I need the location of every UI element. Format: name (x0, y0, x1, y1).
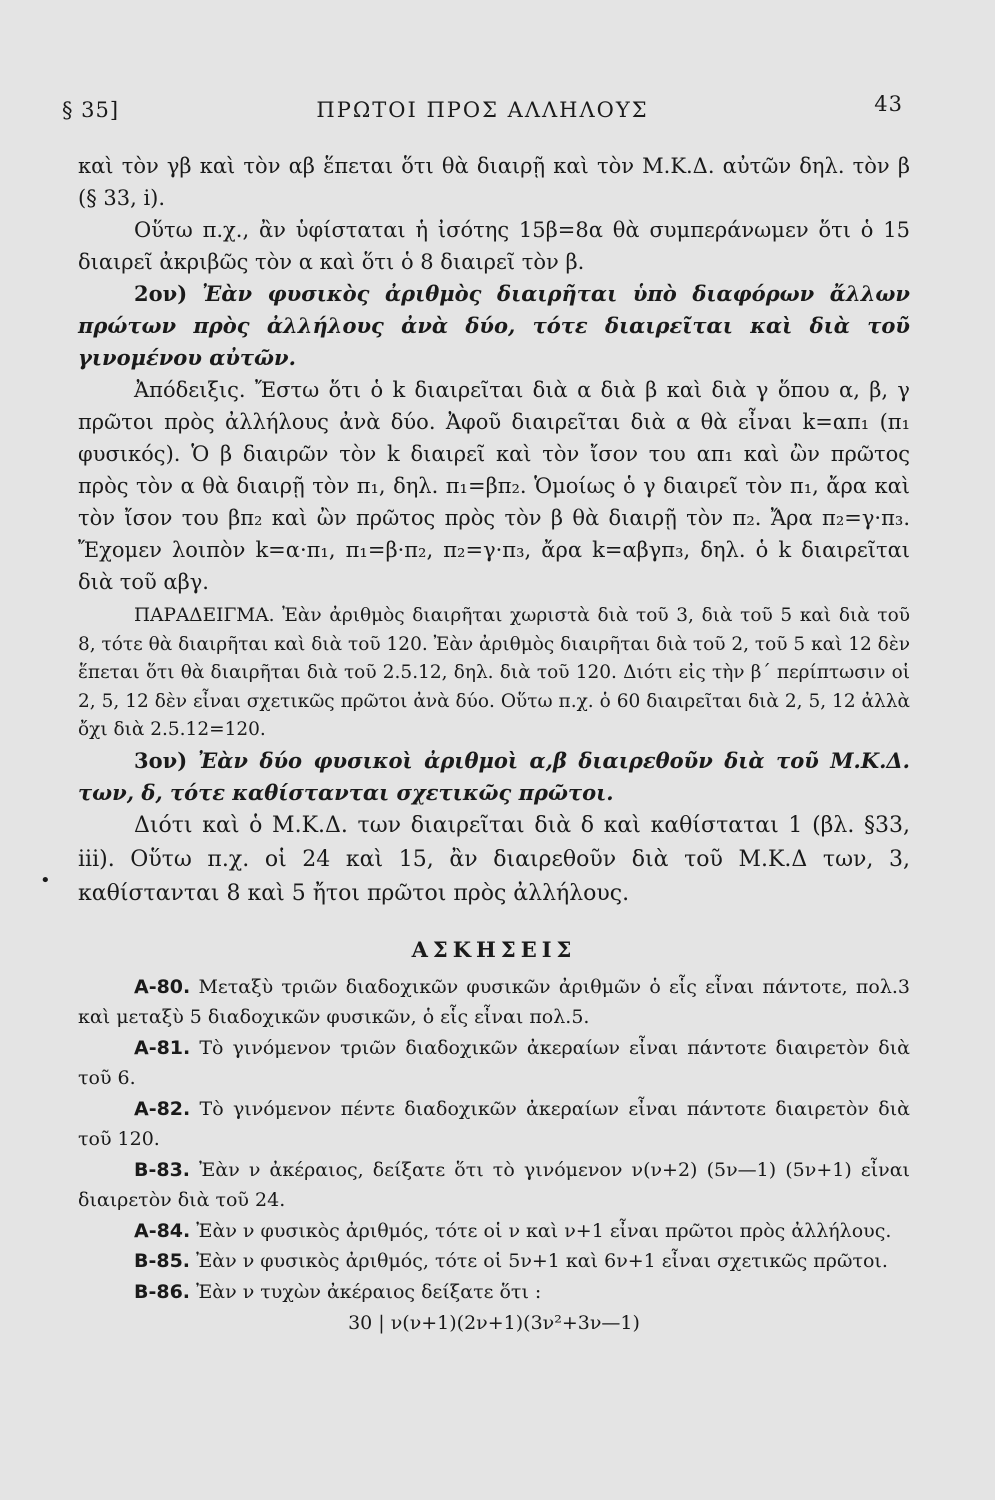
page-number: 43 (874, 92, 903, 116)
exercise-list (78, 972, 910, 1338)
exercise-text: Τὸ γινόμενον τριῶν διαδοχικῶν ἀκεραίων εἶναι πάντοτε διαιρετὸν διὰ τοῦ 6. (78, 1036, 910, 1089)
exercise-a81 (78, 1033, 910, 1094)
exercise-label: Α-82. (134, 1097, 191, 1120)
margin-dot: • (40, 870, 51, 891)
exercise-label: Β-86. (134, 1280, 191, 1303)
exercise-text: Ἐὰν ν τυχὼν ἀκέραιος δείξατε ὅτι : (196, 1280, 542, 1303)
rule-2 (78, 278, 910, 374)
exercise-text: Ἐὰν ν φυσικὸς ἀριθμός, τότε οἱ ν καὶ ν+1 εἶναι πρῶτοι πρὸς ἀλλήλους. (196, 1219, 892, 1242)
rule-3 (78, 745, 910, 809)
exercise-text: Ἐὰν ν ἀκέραιος, δείξατε ὅτι τὸ γινόμενον ν(ν+2) (5ν—1) (5ν+1) εἶναι διαιρετὸν διὰ τοῦ 24. (78, 1158, 910, 1211)
example-paragraph: ΠΑΡΑΔΕΙΓΜΑ. Ἐὰν ἀριθμὸς διαιρῆται χωριστὰ διὰ τοῦ 3, διὰ τοῦ 5 καὶ διὰ τοῦ 8, τότε θὰ διαιρῆται καὶ διὰ τοῦ 120. Ἐὰν ἀριθμὸς διαιρῆται διὰ τοῦ 2, τοῦ 5 καὶ 12 δὲν ἕπεται ὅτι θὰ διαιρῆται διὰ τοῦ 2.5.12, δηλ. διὰ τοῦ 120. Διότι εἰς τὴν β΄ περίπτωσιν οἱ 2, 5, 12 δὲν εἶναι σχετικῶς πρῶτοι ἀνὰ δύο. Οὕτω π.χ. ὁ 60 διαιρεῖται διὰ 2, 5, 12 ἀλλὰ ὄχι διὰ 2.5.12=120. (78, 605, 910, 740)
exercise-label: Β-85. (134, 1250, 191, 1272)
page-body (78, 150, 910, 1337)
exercise-text: Ἐὰν ν φυσικὸς ἀριθμός, τότε οἱ 5ν+1 καὶ 6ν+1 εἶναι σχετικῶς πρῶτοι. (196, 1250, 888, 1272)
exercise-a80 (78, 972, 910, 1033)
exercise-b86 (78, 1277, 910, 1308)
rule-3-label: 3ον) (134, 747, 188, 773)
exercise-label: Α-80. (134, 975, 191, 998)
paragraph-rule-3-proof: Διότι καὶ ὁ Μ.Κ.Δ. των διαιρεῖται διὰ δ καὶ καθίσταται 1 (βλ. §33, iii). Οὕτω π.χ. οἱ 24 καὶ 15, ἂν διαιρεθοῦν διὰ τοῦ Μ.Κ.Δ των, 3, καθίστανται 8 καὶ 5 ἤτοι πρῶτοι πρὸς ἀλλήλους. (78, 812, 910, 906)
exercise-label: Α-84. (134, 1219, 191, 1242)
running-header (62, 92, 903, 128)
example-block (78, 602, 910, 745)
paragraph-example-equality: Οὕτω π.χ., ἂν ὑφίσταται ἡ ἰσότης 15β=8α θὰ συμπεράνωμεν ὅτι ὁ 15 διαιρεῖ ἀκριβῶς τὸν α καὶ ὅτι ὁ 8 διαιρεῖ τὸν β. (78, 218, 910, 274)
running-title: ΠΡΩΤΟΙ ΠΡΟΣ ΑΛΛΗΛΟΥΣ (316, 98, 649, 122)
exercise-a82 (78, 1094, 910, 1155)
rule-2-label: 2ον) (134, 281, 188, 306)
exercises-title: ΑΣΚΗΣΕΙΣ (411, 936, 577, 962)
paragraph-continuation: καὶ τὸν γβ καὶ τὸν αβ ἕπεται ὅτι θὰ διαιρῇ καὶ τὸν Μ.Κ.Δ. αὐτῶν δηλ. τὸν β (§ 33, i). (78, 154, 910, 210)
section-reference: § 35] (62, 98, 120, 122)
exercise-text: Μεταξὺ τριῶν διαδοχικῶν φυσικῶν ἀριθμῶν ὁ εἷς εἶναι πάντοτε, πολ.3 καὶ μεταξὺ 5 διαδοχικῶν φυσικῶν, ὁ εἷς εἶναι πολ.5. (78, 975, 910, 1028)
exercise-label: Α-81. (134, 1036, 191, 1059)
rule-2-statement: Ἐὰν φυσικὸς ἀριθμὸς διαιρῆται ὑπὸ διαφόρων ἄλλων πρώτων πρὸς ἀλλήλους ἀνὰ δύο, τότε διαιρεῖται καὶ διὰ τοῦ γινομένου αὐτῶν. (78, 281, 910, 370)
exercise-label: Β-83. (134, 1158, 191, 1181)
proof-paragraph: Ἀπόδειξις. Ἔστω ὅτι ὁ k διαιρεῖται διὰ α διὰ β καὶ διὰ γ ὅπου α, β, γ πρῶτοι πρὸς ἀλλήλους ἀνὰ δύο. Ἀφοῦ διαιρεῖται διὰ α θὰ εἶναι k=απ₁ (π₁ φυσικός). Ὁ β διαιρῶν τὸν k διαιρεῖ καὶ τὸν ἴσον του απ₁ καὶ ὢν πρῶτος πρὸς τὸν α θὰ διαιρῇ τὸν π₁, δηλ. π₁=βπ₂. Ὁμοίως ὁ γ διαιρεῖ τὸν π₁, ἄρα καὶ τὸν ἴσον του βπ₂ καὶ ὢν πρῶτος πρὸς τὸν β θὰ διαιρῇ τὸν π₂. Ἄρα π₂=γ·π₃. Ἔχομεν λοιπὸν k=α·π₁, π₁=β·π₂, π₂=γ·π₃, ἄρα k=αβγπ₃, δηλ. ὁ k διαιρεῖται διὰ τοῦ αβγ. (78, 378, 910, 594)
exercise-b86-formula: 30 | ν(ν+1)(2ν+1)(3ν²+3ν—1) (348, 1312, 640, 1334)
exercise-b83 (78, 1155, 910, 1216)
rule-3-statement: Ἐὰν δύο φυσικοὶ ἀριθμοὶ α,β διαιρεθοῦν διὰ τοῦ Μ.Κ.Δ. των, δ, τότε καθίστανται σχετικῶς πρῶτοι. (78, 747, 910, 805)
exercise-b85 (78, 1246, 910, 1277)
exercise-text: Τὸ γινόμενον πέντε διαδοχικῶν ἀκεραίων εἶναι πάντοτε διαιρετὸν διὰ τοῦ 120. (78, 1097, 910, 1150)
exercise-a84 (78, 1216, 910, 1247)
